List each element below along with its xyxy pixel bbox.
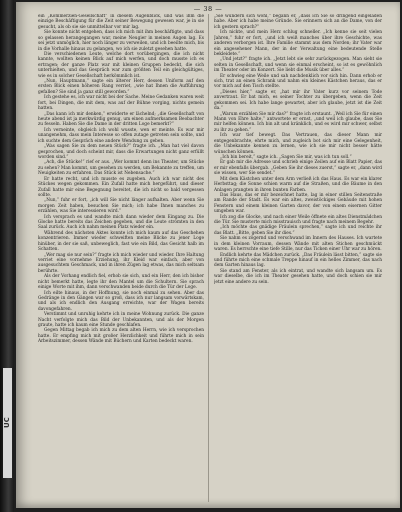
paragraph: „Wer mag sie nur sein?“ fragte ich mich wieder und wieder. Ihre Haltung verriet eine vornehme Erziehung, ihr Kleid war einfach, aber von ausgesuchtem Geschmack, und in ihren Zügen lag etwas, das mich seltsam berührte. [38,252,204,274]
paragraph: Sie konnte nicht entgehen, dass ich mich mit ihm beschäftigte, und dass so gelassen herangegangen war, meine Neugier in meinen Augen lag. Es sei jetzt unmöglich, hier noch länger zu verweilen, und ich beeilte mich, bis in die Vorhalle hinaus zu gelangen, wo ich sie zuletzt gesehen hatte. [38,30,204,52]
paragraph: Verstimmt und unruhig kehrte ich in meine Wohnung zurück. Die ganze Nacht verfolgte mich das Bild der Unbekannten, und als der Morgen graute, hatte ich kaum eine Stunde geschlafen. [38,312,204,329]
paragraph: Er hatte recht, und ich musste es zugeben. Auch ich war nicht des Stückes wegen gekommen. Ein Zufall hatte mich hergeführt, und dieser Zufall hatte mir eine Begegnung bereitet, die ich nicht so bald vergessen sollte. [38,176,204,198]
paragraph: Er gab mir die Adresse und schrieb einige Zeilen auf ein Blatt Papier, das er mir ebenfalls übergab. „Geben Sie ihr dieses zuerst,“ sagte er, „dann wird sie wissen, wer Sie sendet.“ [214,160,382,177]
book-spine [0,0,14,512]
paragraph: Ich nickte, und mein Herz schlug schneller. „Ich kenne sie seit vielen Jahren,“ fuhr er fort, „und ich weiß manches über ihre Geschichte, was anderen verborgen ist. Ihre Familie stammt aus dem Norden; ihr Vater war ein angesehener Mann, der in der Verwaltung eine bedeutende Stelle bekleidete.“ [214,30,382,57]
paragraph: „Nun, Hauptmann,“ sagte ein älterer Herr, dessen Uniform auf den ersten Blick einen höheren Rang verriet, „wie hat Ihnen die Aufführung gefallen? Sie sind ja ganz still geworden.“ [38,79,204,95]
paragraph: „Dieses hier,“ sagte er, „hat mir ihr Vater kurz vor seinem Tode anvertraut. Er bat mich, es seiner Tochter zu übergeben, wenn die Zeit gekommen sei. Ich habe lange gewartet, aber ich glaube, jetzt ist die Zeit da.“ [214,89,382,112]
left-text-column [38,14,204,504]
page-number: — 38 — [193,5,223,13]
paragraph: Gegen Mittag begab ich mich zu dem alten Herrn, wie ich versprochen hatte. Er empfing mich mit großer Herzlichkeit und führte mich in sein Arbeitszimmer, dessen Wände mit Büchern und Karten bedeckt waren. [38,328,204,345]
paragraph: Mit dem Kästchen unter dem Arm verließ ich das Haus. Es war ein klarer Herbsttag; die Sonne schien warm auf die Straßen, und die Bäume in den Anlagen prangten in ihren bunten Farben. [214,176,382,193]
paragraph: Sie stand am Fenster, als ich eintrat, und wandte sich langsam um. Es war dieselbe, die ich im Theater gesehen hatte, und doch schien sie mir jetzt eine andere zu sein. [214,268,382,285]
paragraph: Ich war tief bewegt. Das Vertrauen, das dieser Mann mir entgegenbrachte, ehrte mich, und zugleich bot sich mir eine Gelegenheit, die Unbekannte kennen zu lernen, wie ich sie mir nicht besser hätte wünschen können. [214,133,382,155]
paragraph: „Ich bin bereit,“ sagte ich. „Sagen Sie mir, was ich tun soll.“ [220,154,352,160]
spine-label: UC [3,368,12,478]
paragraph: Ich verneinte, obgleich ich wohl wusste, wen er meinte. Es war mir unangenehm, dass mein Interesse so offen zutage getreten sein sollte, und ich suchte dem Gespräch eine andere Wendung zu geben. [38,127,204,144]
paragraph: „Warum erzählen Sie mir das?“ fragte ich erstaunt. „Weil ich Sie für einen Mann von Ehre halte,“ antwortete er ernst, „und weil ich glaube, dass Sie mir helfen können. Ich bin alt und kränklich, und es wird mir schwer, selbst zu ihr zu gehen.“ [214,111,382,133]
paragraph: Endlich kehrte das Mädchen zurück. „Das Fräulein lässt bitten,“ sagte sie und führte mich eine schmale Treppe hinauf in ein helles Zimmer, das nach dem Garten hinaus lag. [214,252,382,269]
paragraph: ein „Kommerzien-Gesellschaft“ in diesem Augenblick, und was ihm die einzige Beschäftigung für die Zeit seiner Bewegung gewesen war, je in sie gesucht, als ob sie sie unmittelbar vor mir lag. [38,14,204,30]
paragraph: Ich gestehe es, ich war nicht bei der Sache. Meine Gedanken waren weit fort, bei Dingen, die mit dem, was auf der Bühne vorging, nichts gemein hatten. [38,95,204,112]
paragraph: „Ich möchte das gnädige Fräulein sprechen,“ sagte ich und reichte ihr das Blatt. „Bitte, geben Sie ihr dies.“ [214,225,382,236]
paragraph: „Sie wundern sich wohl,“ begann er, „dass ich Sie so dringend eingeladen habe. Aber ich habe meine Gründe. Sie erinnern sich an die Dame, von der ich gestern sprach?“ [214,14,382,30]
paragraph: „Das kann ich mir denken,“ erwiderte er lächelnd; „die Gesellschaft von heute abend ist ja merkwürdig genug, um einen aufmerksamen Beobachter zu fesseln. Haben Sie die Dame in der dritten Loge bemerkt?“ [38,111,204,128]
paragraph: Ich eilte hinaus, in der Hoffnung, sie noch einmal zu sehen. Aber das Gedränge in den Gängen war so groß, dass ich nur langsam vorwärtskam, und als ich endlich den Ausgang erreichte, war der Wagen bereits davongefahren. [38,290,204,312]
paragraph: Die verschiedenen Leute, welche dort vorübergingen, die ich nicht kannte, wollten keinen Blick auf mich werfen, und doch musste ich es ertragen; der ganze Platz war mit kleinen Gruppen bedeckt, die sich unterhielten, und das Gespräch war zum größten Teil ein gleichgültiges, wie es in solcher Gesellschaft herkömmlich ist. [38,51,204,79]
paragraph: Er schwieg eine Weile und sah nachdenklich vor sich hin. Dann erhob er sich, trat an einen Schrank und nahm ein kleines Kästchen heraus, das er vor mich auf den Tisch stellte. [214,73,382,90]
paragraph: Ich zog die Glocke, und nach einer Weile öffnete ein altes Dienstmädchen die Tür. Sie musterte mich misstrauisch und fragte nach meinem Begehr. [214,214,382,226]
paragraph: Sie nahm es zögernd und verschwand im Innern des Hauses. Ich wartete in dem kleinen Vorraum, dessen Wände mit alten Stichen geschmückt waren. Es herrschte eine tiefe Stille, nur das Ticken einer Uhr war zu hören. [214,236,382,253]
page-sheet [16,2,400,508]
right-text-column [214,14,382,504]
column-divider [208,14,209,502]
paragraph: Ich versprach es und wandte mich dann wieder dem Eingang zu. Die Glocke hatte bereits das Zeichen gegeben, und die Leute strömten in den Saal zurück. Auch ich nahm meinen Platz wieder ein. [38,214,204,231]
paragraph: Das Haus, das er mir bezeichnet hatte, lag in einer stillen Seitenstraße am Rande der Stadt. Es war ein altes, zweistöckiges Gebäude mit hohen Fenstern und einem kleinen Garten davor, der von einem eisernen Gitter umgeben war. [214,192,382,215]
paragraph: „Nun,“ fuhr er fort, „ich will Sie nicht länger aufhalten. Aber wenn Sie morgen Zeit haben, besuchen Sie mich; ich habe Ihnen manches zu erzählen, was Sie interessieren wird.“ [38,198,204,215]
paragraph: „Was sagen Sie zu dem neuen Stück?“ fragte ich. „Man hat viel davon gesprochen, und doch scheint mir, dass die Erwartungen nicht ganz erfüllt worden sind.“ [38,144,204,160]
paragraph: Als der Vorhang endlich fiel, erhob sie sich, und ein Herr, den ich bisher nicht bemerkt hatte, legte ihr den Mantel um die Schultern. Sie sprach einige Worte mit ihm, dann verschwanden beide durch die Tür der Loge. [38,274,204,291]
paragraph: „Und jetzt?“ fragte ich. „Jetzt lebt sie sehr zurückgezogen. Man sieht sie selten in Gesellschaft, und wenn sie einmal erscheint, so ist es gewöhnlich im Theater oder im Konzert. Sie liebt die Musik über alles.“ [214,57,382,74]
paragraph: „Ach, die Stücke!“ rief er aus. „Wer kommt denn ins Theater, um Stücke zu sehen? Man kommt, um gesehen zu werden, um Bekannte zu treffen, um Neuigkeiten zu erfahren. Das Stück ist Nebensache.“ [38,160,204,177]
paragraph: Während des nächsten Aktes konnte ich mich kaum auf das Geschehen konzentrieren. Immer wieder schweiften meine Blicke zu jener Loge hinüber, in der sie saß, unbeweglich, fast wie ein Bild, das Gesicht halb im Schatten. [38,230,204,253]
